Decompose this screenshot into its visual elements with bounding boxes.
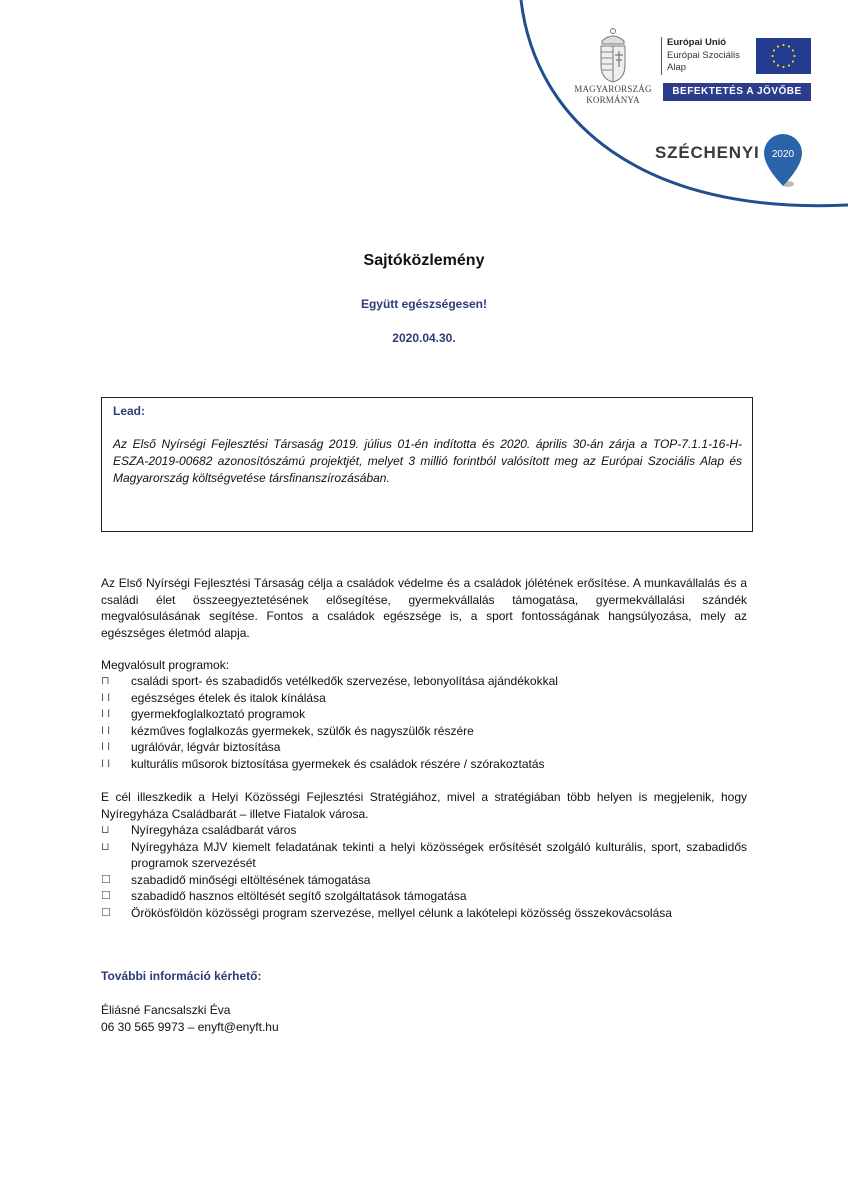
- list-item: [101, 673, 747, 690]
- subtitle: Együtt egészségesen!: [360, 297, 488, 311]
- bullet-icon: I I: [101, 741, 111, 753]
- bullet-icon: ☐: [101, 873, 111, 886]
- list-item-text: családi sport- és szabadidős vetélkedők szervezése, lebonyolítása ajándékokkal: [131, 674, 558, 688]
- lead-label: Lead:: [113, 404, 146, 418]
- hungarian-coat-of-arms-icon: [596, 27, 630, 83]
- list-item-text: ugrálóvár, légvár biztosítása: [131, 740, 281, 754]
- list-item-text: gyermekfoglalkoztató programok: [131, 707, 306, 721]
- list-item: [101, 839, 747, 872]
- list-item: [101, 888, 747, 905]
- list-item: [101, 872, 747, 889]
- list-item: [101, 822, 747, 839]
- bullet-icon: I I: [101, 708, 111, 720]
- lead-box: [101, 397, 753, 532]
- list-item-text: kulturális műsorok biztosítása gyermekek és családok részére / szórakoztatás: [131, 756, 545, 771]
- eu-logo-divider: [661, 37, 662, 75]
- bullet-icon: ⊔: [101, 824, 110, 836]
- list-item-text: szabadidő hasznos eltöltését segítő szolgáltatások támogatása: [131, 889, 467, 903]
- bullet-icon: ☐: [101, 906, 111, 919]
- more-info-label: További információ kérhető:: [101, 969, 262, 983]
- bullet-icon: I I: [101, 691, 111, 704]
- bullet-icon: I I: [101, 757, 111, 770]
- eu-line3: Alap: [667, 62, 687, 73]
- list-item: [101, 756, 747, 773]
- contact-block: [101, 1002, 279, 1035]
- intro-paragraph: Az Első Nyírségi Fejlesztési Társaság célja a családok védelme és a családok jólétének erősítése. A munkavállalás és a családi élet összeegyeztetésének elősegítése, gyermekvállalás támogatása, gyermekvállalási szándék megvalósulásának segítése. Fontos a családok egészsége is, a sport fontosságának hangsúlyozása, mely az egészséges életmód alapja.: [101, 576, 747, 640]
- gov-line2: KORMÁNYA: [586, 95, 640, 105]
- location-pin-icon: [762, 132, 806, 188]
- list-item: [101, 905, 747, 922]
- government-logo-text: [570, 84, 656, 106]
- eu-flag-icon: [756, 38, 811, 74]
- list-item-text: kézműves foglalkozás gyermekek, szülők és nagyszülők részére: [131, 723, 474, 738]
- programs-list: [101, 673, 747, 772]
- lead-text: Az Első Nyírségi Fejlesztési Társaság 2019. július 01-én indította és 2020. április 30-án zárja a TOP-7.1.1-16-H-ESZA-2019-00682 azonosítószámú projektjét, melyet 3 millió forintból valósított meg az Európai Szociális Alap és Magyarország költségvetése társfinanszírozásában.: [113, 437, 742, 485]
- list-item-text: Örökösföldön közösségi program szervezése, mellyel célunk a lakótelepi közösség összekovácsolása: [131, 905, 672, 920]
- eu-logo-text: [667, 37, 740, 75]
- contact-details: 06 30 565 9973 – enyft@enyft.hu: [101, 1019, 279, 1034]
- gov-line1: MAGYARORSZÁG: [574, 84, 652, 94]
- list-item: [101, 690, 747, 707]
- investment-banner: BEFEKTETÉS A JÖVŐBE: [663, 83, 811, 101]
- strategy-paragraph: E cél illeszkedik a Helyi Közösségi Fejlesztési Stratégiához, mivel a stratégiában több helyen is megjelenik, hogy Nyíregyháza Családbarát – illetve Fiatalok városa.: [101, 790, 747, 821]
- programs-label: Megvalósult programok:: [101, 658, 230, 672]
- list-item: [101, 706, 747, 723]
- contact-name: Éliásné Fancsalszki Éva: [101, 1003, 231, 1017]
- szechenyi-year: 2020: [771, 149, 795, 160]
- bullet-icon: ☐: [101, 890, 111, 902]
- list-item: [101, 723, 747, 740]
- decorative-arc: [0, 0, 848, 240]
- list-item-text: szabadidő minőségi eltöltésének támogatása: [131, 872, 371, 887]
- page-title: Sajtóközlemény: [363, 252, 485, 269]
- list-item: [101, 739, 747, 756]
- publication-date: 2020.04.30.: [392, 331, 456, 345]
- list-item-text: Nyíregyháza családbarát város: [131, 823, 297, 837]
- bullet-icon: ⊓: [101, 675, 110, 687]
- szechenyi-logo-text: SZÉCHENYI: [655, 143, 760, 162]
- eu-line1: Európai Unió: [667, 37, 727, 48]
- bullet-icon: I I: [101, 724, 111, 737]
- strategy-list: [101, 822, 747, 921]
- list-item-text: Nyíregyháza MJV kiemelt feladatának tekinti a helyi közösségek erősítését szolgáló kulturális, sport, szabadidős programok szervezését: [131, 839, 747, 870]
- bullet-icon: ⊔: [101, 840, 110, 853]
- eu-line2: Európai Szociális: [667, 49, 740, 61]
- list-item-text: egészséges ételek és italok kínálása: [131, 690, 326, 705]
